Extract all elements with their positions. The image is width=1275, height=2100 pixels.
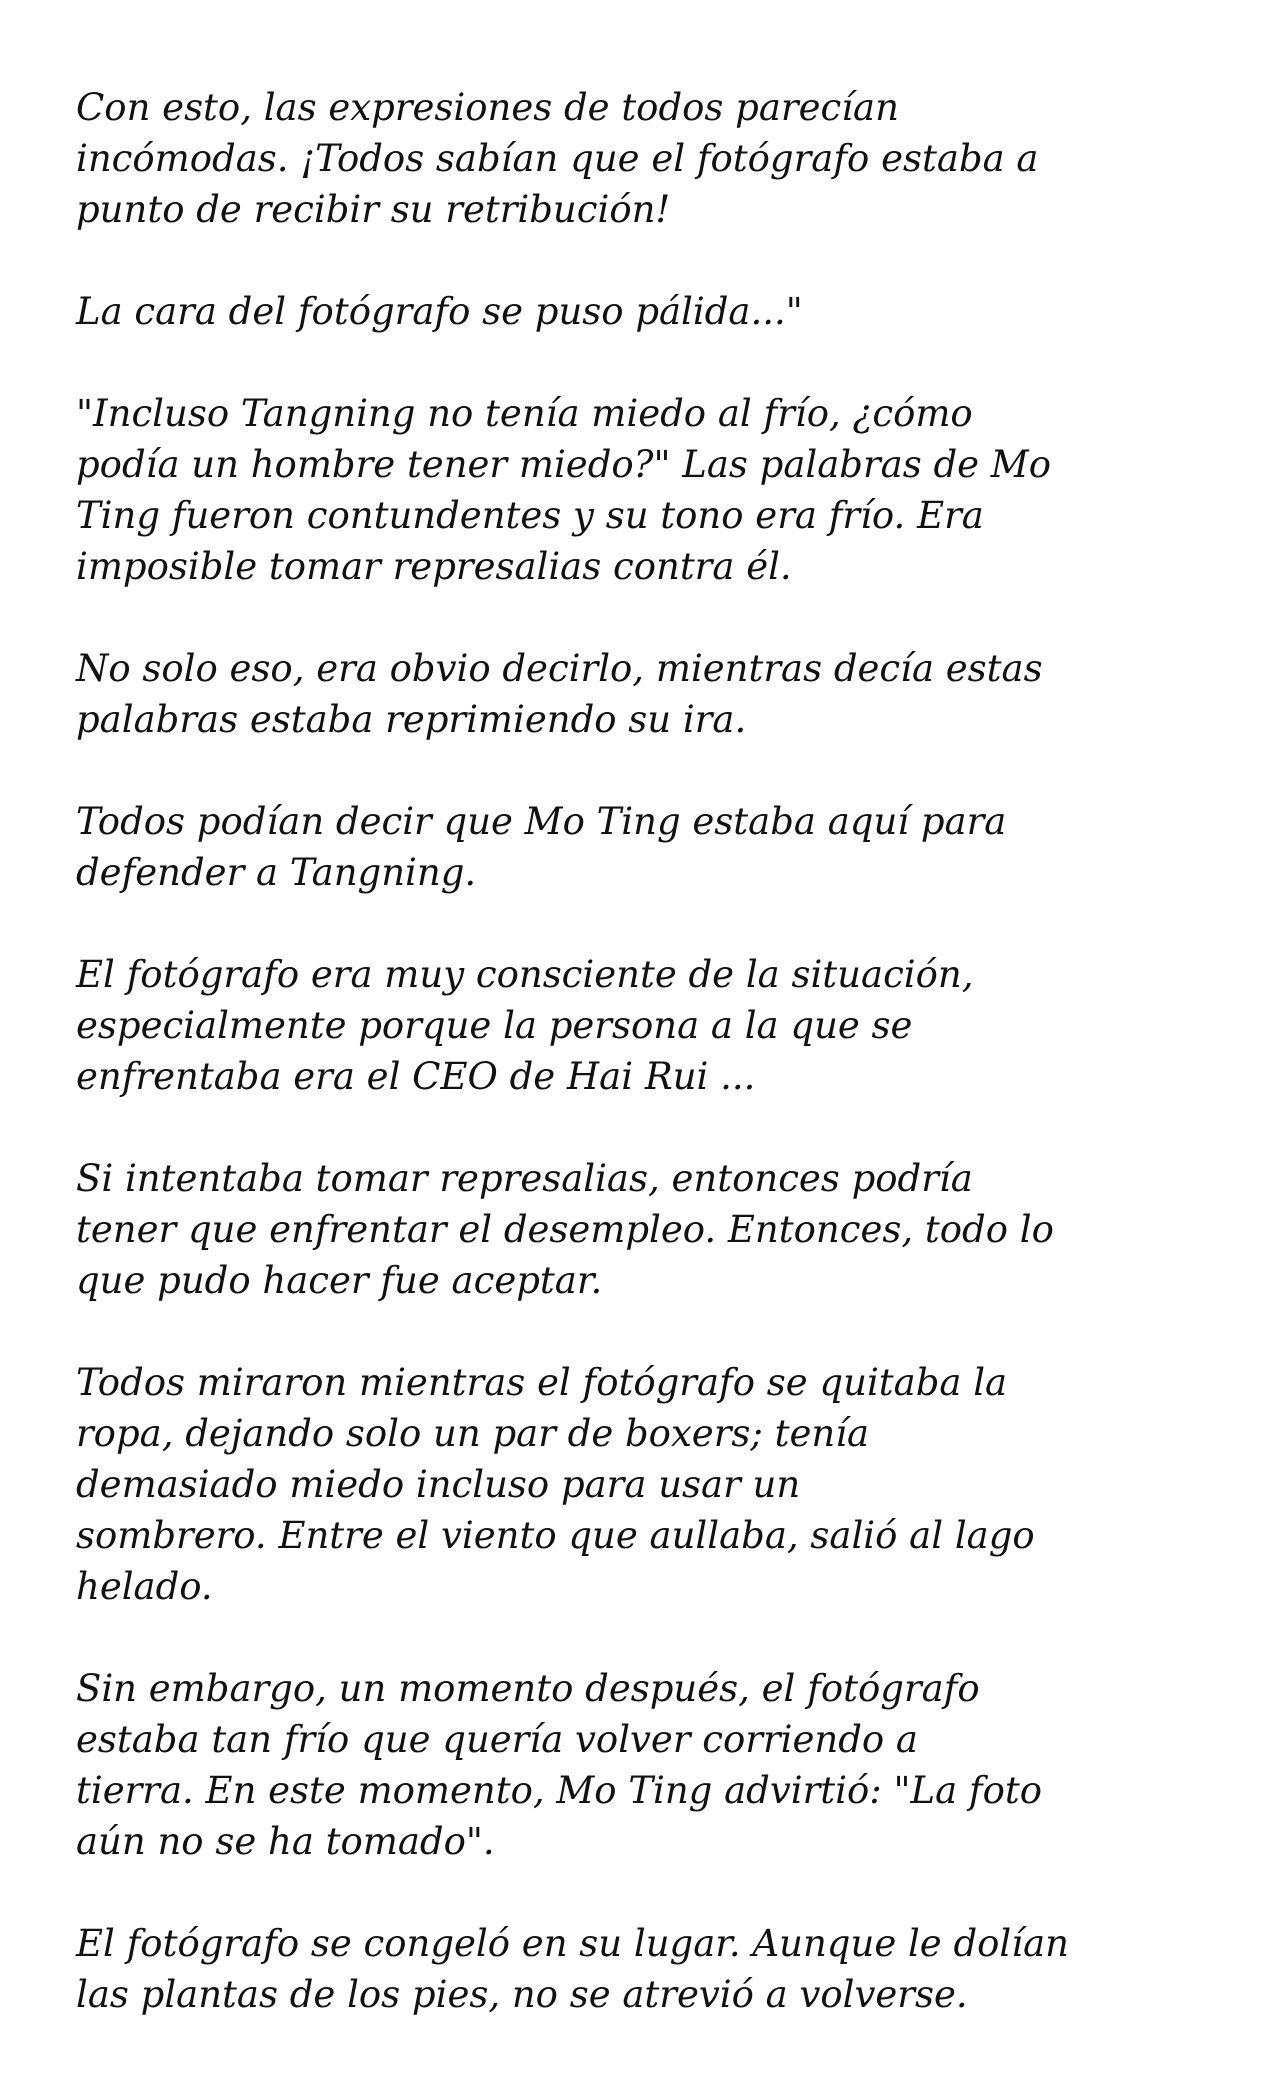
paragraph-line: La cara del fotógrafo se puso pálida..." [76,290,803,333]
paragraph-line: tierra. En este momento, Mo Ting advirtió: "La foto [76,1769,1043,1812]
paragraph-line: tener que enfrentar el desempleo. Entonces, todo lo [76,1208,1054,1251]
paragraph-line: Ting fueron contundentes y su tono era frío. Era [76,494,984,537]
paragraph-line: El fotógrafo se congeló en su lugar. Aunque le dolían [76,1922,1069,1965]
paragraph-4 [76,643,1226,745]
paragraph-line: incómodas. ¡Todos sabían que el fotógrafo estaba a [76,137,1039,180]
paragraph-line: defender a Tangning. [76,851,477,894]
paragraph-line: ropa, dejando solo un par de boxers; tenía [76,1412,870,1455]
paragraph-line: No solo eso, era obvio decirlo, mientras decía estas [76,647,1043,690]
paragraph-2 [76,286,1226,337]
paragraph-line: Todos podían decir que Mo Ting estaba aquí para [76,800,1007,843]
paragraph-7 [76,1153,1226,1306]
paragraph-8 [76,1357,1226,1612]
paragraph-line: "Incluso Tangning no tenía miedo al frío, ¿cómo [76,392,973,435]
paragraph-line: Si intentaba tomar represalias, entonces podría [76,1157,973,1200]
paragraph-5 [76,796,1226,898]
paragraph-line: especialmente porque la persona a la que se [76,1004,913,1047]
paragraph-line: imposible tomar represalias contra él. [76,545,792,588]
paragraph-3 [76,388,1226,592]
paragraph-line: demasiado miedo incluso para usar un [76,1463,801,1506]
paragraph-9 [76,1663,1226,1867]
paragraph-line: que pudo hacer fue aceptar. [76,1259,603,1302]
paragraph-line: helado. [76,1565,213,1608]
paragraph-line: palabras estaba reprimiendo su ira. [76,698,747,741]
paragraph-line: Con esto, las expresiones de todos parecían [76,86,899,129]
paragraph-6 [76,949,1226,1102]
paragraph-line: El fotógrafo era muy consciente de la situación, [76,953,974,996]
paragraph-line: aún no se ha tomado". [76,1820,495,1863]
paragraph-line: Todos miraron mientras el fotógrafo se quitaba la [76,1361,1008,1404]
paragraph-line: estaba tan frío que quería volver corriendo a [76,1718,918,1761]
document-page [76,82,1226,2071]
paragraph-10 [76,1918,1226,2020]
paragraph-line: punto de recibir su retribución! [76,188,671,231]
paragraph-line: enfrentaba era el CEO de Hai Rui ... [76,1055,756,1098]
paragraph-line: podía un hombre tener miedo?" Las palabras de Mo [76,443,1051,486]
paragraph-line: Sin embargo, un momento después, el fotógrafo [76,1667,980,1710]
paragraph-line: las plantas de los pies, no se atrevió a volverse. [76,1973,968,2016]
paragraph-line: sombrero. Entre el viento que aullaba, salió al lago [76,1514,1035,1557]
paragraph-1 [76,82,1226,235]
